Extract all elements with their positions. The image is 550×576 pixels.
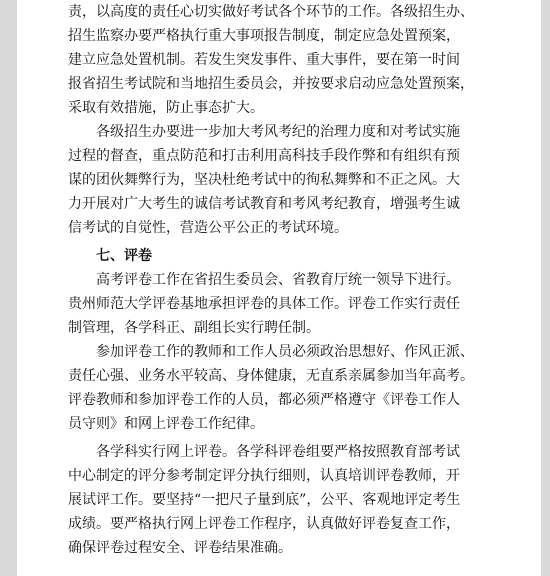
text-line: 贵州师范大学评卷基地承担评卷的具体工作。评卷工作实行责任 xyxy=(68,296,460,312)
text-line: 员守则》和网上评卷工作纪律。 xyxy=(68,416,264,432)
text-line: 建立应急处置机制。若发生突发事件、重大事件，要在第一时间 xyxy=(68,52,460,68)
text-line: 展试评工作。要坚持“一把尺子量到底”，公平、客观地评定考生 xyxy=(68,492,461,508)
text-line: 各级招生办要进一步加大考风考纪的治理力度和对考试实施 xyxy=(96,124,460,140)
document-page xyxy=(17,0,541,576)
text-line: 采取有效措施，防止事态扩大。 xyxy=(68,100,264,116)
text-line: 责任心强、业务水平较高、身体健康，无直系亲属参加当年高考。 xyxy=(68,368,474,384)
text-line: 责，以高度的责任心切实做好考试各个环节的工作。各级招生办、 xyxy=(68,4,474,20)
paragraph xyxy=(68,0,520,120)
text-line: 制管理，各学科正、副组长实行聘任制。 xyxy=(68,320,320,336)
text-line: 信考试的自觉性，营造公平公正的考试环境。 xyxy=(68,220,348,236)
text-line: 报省招生考试院和当地招生委员会，并按要求启动应急处置预案， xyxy=(68,76,474,92)
text-line: 招生监察办要严格执行重大事项报告制度，制定应急处置预案， xyxy=(68,28,460,44)
text-line: 过程的督查，重点防范和打击利用高科技手段作弊和有组织有预 xyxy=(68,148,460,164)
paragraph xyxy=(68,340,520,436)
text-line: 成绩。要严格执行网上评卷工作程序，认真做好评卷复查工作， xyxy=(68,516,460,532)
section-heading: 七、评卷 xyxy=(96,248,152,264)
text-line: 各学科实行网上评卷。各学科评卷组要严格按照教育部考试 xyxy=(96,444,460,460)
paragraph xyxy=(68,120,520,240)
text-line: 确保评卷过程安全、评卷结果准确。 xyxy=(68,540,292,556)
text-line: 高考评卷工作在省招生委员会、省教育厅统一领导下进行。 xyxy=(96,272,460,288)
text-line: 力开展对广大考生的诚信考试教育和考风考纪教育，增强考生诚 xyxy=(68,196,460,212)
paragraph xyxy=(68,440,520,560)
text-line: 评卷教师和参加评卷工作的人员，都必须严格遵守《评卷工作人 xyxy=(68,392,460,408)
paragraph xyxy=(68,268,520,340)
document-body xyxy=(68,0,520,560)
text-line: 谋的团伙舞弊行为，坚决杜绝考试中的徇私舞弊和不正之风。大 xyxy=(68,172,460,188)
text-line: 中心制定的评分参考制定评分执行细则，认真培训评卷教师，开 xyxy=(68,468,460,484)
text-line: 参加评卷工作的教师和工作人员必须政治思想好、作风正派、 xyxy=(96,344,474,360)
